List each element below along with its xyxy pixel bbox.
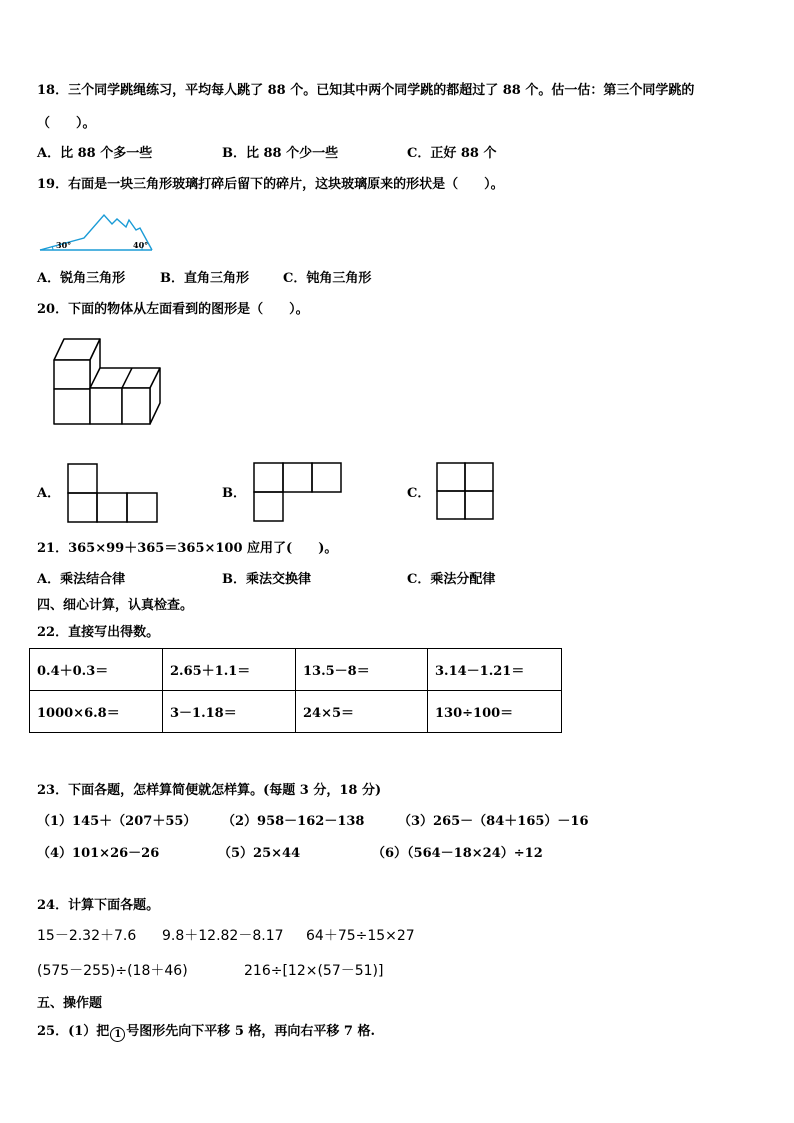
angle-40-label: 40° [133,240,149,250]
q20-option-a: A． [37,486,61,501]
q21-option-a: A．乘法结合律 [37,572,126,587]
q25-suffix: 号图形先向下平移 5 格，再向右平移 7 格. [126,1024,376,1039]
circled-number-1-icon: 1 [110,1027,125,1042]
table-cell: 1000×6.8＝ [30,691,163,733]
q24-item-5: 216÷[12×(57－51)] [244,963,384,979]
q19-text: 19．右面是一块三角形玻璃打碎后留下的碎片，这块玻璃原来的形状是（ ）。 [37,177,504,192]
q20-option-b: B． [222,486,246,501]
q19-option-c: C．钝角三角形 [283,271,372,286]
q21-option-b: B．乘法交换律 [222,572,311,587]
q24-item-3: 64＋75÷15×27 [306,928,415,944]
q24-text: 24．计算下面各题。 [37,898,160,913]
section-4-heading: 四、细心计算，认真检查。 [37,598,194,613]
q24-item-2: 9.8＋12.82－8.17 [162,928,284,944]
q21-text: 21．365×99＋365＝365×100 应用了( )。 [37,541,338,556]
q18-option-c: C．正好 88 个 [407,146,497,161]
q22-text: 22．直接写出得数。 [37,625,160,640]
q23-text: 23．下面各题，怎样算简便就怎样算。(每题 3 分，18 分) [37,783,382,798]
angle-30-label: 30° [56,240,72,250]
q23-item-2: （2）958－162－138 [222,814,365,829]
cube-stack-figure [50,336,165,428]
q18-option-b: B．比 88 个少一些 [222,146,339,161]
q24-item-1: 15－2.32＋7.6 [37,928,137,944]
table-row [30,649,562,691]
table-cell: 0.4＋0.3＝ [30,649,163,691]
q25-prefix: 25．(1）把 [37,1024,110,1039]
table-cell: 13.5－8＝ [296,649,428,691]
table-cell: 2.65＋1.1＝ [163,649,296,691]
section-5-heading: 五、操作题 [37,996,103,1011]
table-cell: 3.14－1.21＝ [428,649,562,691]
q21-option-c: C．乘法分配律 [407,572,496,587]
option-a-view [67,463,159,524]
q22-calc-table [29,648,562,733]
table-row [30,691,562,733]
option-b-view [253,462,343,523]
q18-text-line2: （ ）。 [37,116,96,131]
option-c-view [436,462,496,522]
table-cell: 24×5＝ [296,691,428,733]
q19-option-a: A．锐角三角形 [37,271,126,286]
q23-item-3: （3）265－（84＋165）－16 [398,814,589,829]
glass-fragment-figure [38,210,158,255]
q23-item-4: （4）101×26－26 [37,846,160,861]
q20-text: 20．下面的物体从左面看到的图形是（ ）。 [37,302,309,317]
q23-item-5: （5）25×44 [218,846,301,861]
q18-option-a: A．比 88 个多一些 [37,146,153,161]
table-cell: 3－1.18＝ [163,691,296,733]
q24-item-4: (575－255)÷(18＋46) [37,963,188,979]
q23-item-6: （6）（564－18×24）÷12 [372,846,543,861]
q25-text [37,1024,375,1042]
q19-option-b: B．直角三角形 [160,271,249,286]
q23-item-1: （1）145＋（207＋55） [37,814,197,829]
table-cell: 130÷100＝ [428,691,562,733]
q18-text-line1: 18．三个同学跳绳练习，平均每人跳了 88 个。已知其中两个同学跳的都超过了 88 个。估一估：第三个同学跳的 [37,83,695,98]
q20-option-c: C． [407,486,431,501]
